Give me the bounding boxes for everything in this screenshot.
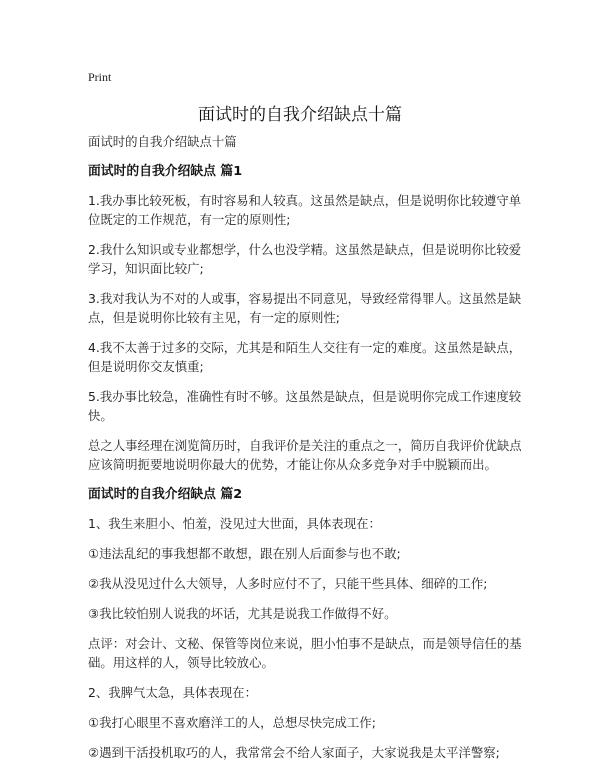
document-subtitle: 面试时的自我介绍缺点十篇 — [88, 134, 237, 149]
list-item: 5.我办事比较急，准确性有时不够。这虽然是缺点，但是说明你完成工作速度较快。 — [88, 389, 522, 423]
list-item: ①违法乱纪的事我想都不敢想，跟在别人后面参与也不敢; — [88, 546, 401, 561]
list-item: ②遇到干活投机取巧的人，我常常会不给人家面子，大家说我是太平洋警察; — [88, 745, 500, 760]
section-intro: 2、我脾气太急，具体表现在： — [88, 685, 257, 700]
list-item: ③我比较怕别人说我的坏话，尤其是说我工作做得不好。 — [88, 606, 397, 621]
list-item: 3.我对我认为不对的人或事，容易提出不同意见，导致经常得罪人。这虽然是缺点，但是说明你比较有主见，有一定的原则性; — [88, 291, 522, 325]
list-item: ①我打心眼里不喜欢磨洋工的人，总想尽快完成工作; — [88, 715, 376, 730]
section-heading-2: 面试时的自我介绍缺点 篇2 — [88, 487, 243, 502]
page-title: 面试时的自我介绍缺点十篇 — [198, 105, 402, 125]
list-item: 1.我办事比较死板，有时容易和人较真。这虽然是缺点，但是说明你比较遵守单位既定的工作规范，有一定的原则性; — [88, 193, 522, 227]
document-body — [88, 132, 528, 773]
list-item: 4.我不太善于过多的交际，尤其是和陌生人交往有一定的难度。这虽然是缺点，但是说明你交友慎重; — [88, 340, 522, 374]
section-intro: 1、我生来胆小、怕羞，没见过大世面，具体表现在： — [88, 516, 381, 531]
section-heading-1: 面试时的自我介绍缺点 篇1 — [88, 164, 243, 179]
section-comment: 点评：对会计、文秘、保管等岗位来说，胆小怕事不是缺点，而是领导信任的基础。用这样的人，领导比较放心。 — [88, 636, 522, 670]
print-label[interactable]: Print — [88, 70, 112, 84]
section-summary: 总之人事经理在浏览简历时，自我评价是关注的重点之一，简历自我评价优缺点应该简明扼要地说明你最大的优势，才能让你从众多竞争对手中脱颖而出。 — [88, 438, 522, 472]
list-item: ②我从没见过什么大领导，人多时应付不了，只能干些具体、细碎的工作; — [88, 576, 488, 591]
list-item: 2.我什么知识或专业都想学，什么也没学精。这虽然是缺点，但是说明你比较爱学习，知识面比较广; — [88, 242, 522, 276]
